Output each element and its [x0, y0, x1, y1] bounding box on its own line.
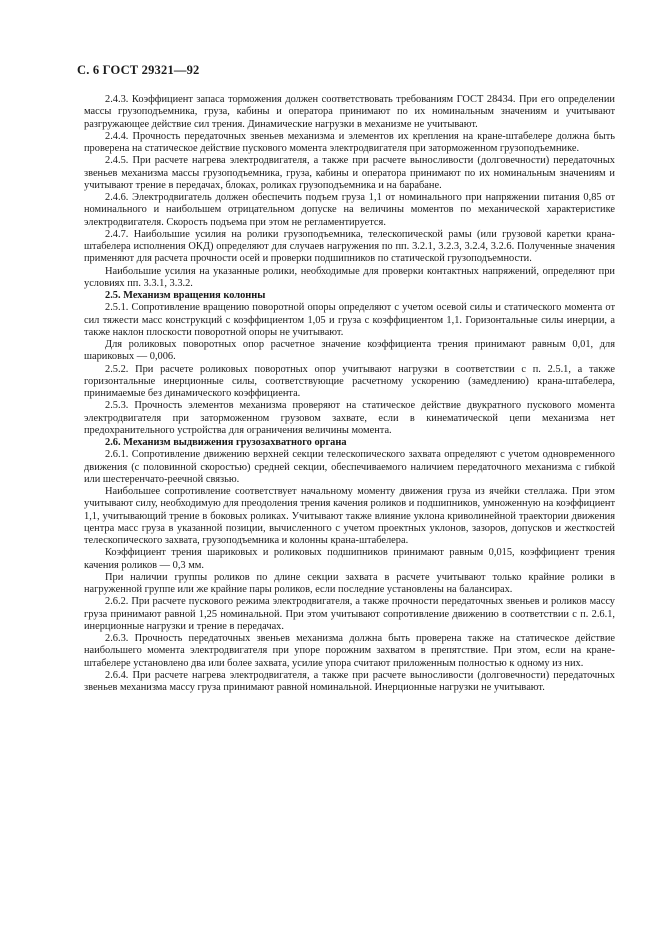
paragraph-2-4-6: 2.4.6. Электродвигатель должен обеспечить подъем груза 1,1 от номинального при напряжении питания 0,85 от номинального и наибольшем отрицательном допуске на величины моментов по механической характеристике электродвигателя. Скорость подъема при этом не регламентируется.: [84, 192, 615, 228]
paragraph-2-6-4: 2.6.4. При расчете нагрева электродвигателя, а также при расчете выносливости (долговечности) передаточных звеньев механизма массу груза принимают равной номинальной. Инерционные нагрузки не учитывают.: [84, 669, 615, 693]
paragraph-2-5-3: 2.5.3. Прочность элементов механизма проверяют на статическое действие двукратного пускового момента электродвигателя при заторможенном грузовом захвате, если в кинематической цепи механизма нет предохранительного устройства для ограничения величины момента.: [84, 400, 615, 436]
paragraph-2-5-1-cont: Для роликовых поворотных опор расчетное значение коэффициента трения принимают равным 0,01, для шариковых — 0,006.: [84, 339, 615, 363]
section-heading-2-6: 2.6. Механизм выдвижения грузозахватного органа: [105, 437, 347, 448]
paragraph-2-6-2: 2.6.2. При расчете пускового режима электродвигателя, а также прочности передаточных звеньев и роликов массу груза принимают равной 1,25 номинальной. При этом учитывают сопротивление движению в соответствии с п. 2.6.1, инерционные нагрузки и трение в передачах.: [84, 596, 615, 632]
paragraph-2-5-2: 2.5.2. При расчете роликовых поворотных опор учитывают нагрузки в соответствии с п. 2.5.1, а также горизонтальные инерционные силы, соответствующие расчетному ускорению (замедлению) крана-штабелера, принимаемые без динамического коэффициента.: [84, 363, 615, 399]
page-header: С. 6 ГОСТ 29321—92: [77, 63, 200, 77]
paragraph-2-6-1: 2.6.1. Сопротивление движению верхней секции телескопического захвата определяют с учетом одновременного движения (с половинной скоростью) средней секции, обеспечиваемого наличием передаточного механизма с гибкой или шестеренчато-реечной связью.: [84, 449, 615, 485]
paragraph-2-4-7-cont: Наибольшие усилия на указанные ролики, необходимые для проверки контактных напряжений, определяют при условиях пп. 3.3.1, 3.3.2.: [84, 265, 615, 289]
paragraph-2-6-1-cont-a: Наибольшее сопротивление соответствует начальному моменту движения груза из ячейки стеллажа. При этом учитывают силу, необходимую для преодоления трения качения роликов и подшипников, умноженную на коэффициент 1,1, учитывающий трение в боковых роликах. Учитывают также влияние уклона криволинейной траектории движения центра масс груза в указанной позиции, вычисленного с учетом проектных уклонов, зазоров, допусков и жесткостей телескопического захвата, грузоподъемника и колонны крана-штабелера.: [84, 486, 615, 546]
paragraph-2-4-5: 2.4.5. При расчете нагрева электродвигателя, а также при расчете выносливости (долговечности) передаточных звеньев механизма массы грузоподъемника, груза, кабины и оператора принимают по их номинальным значениям и учитывают трение в передачах, блоках, роликах грузоподъемника и на барабане.: [84, 155, 615, 191]
paragraph-2-6-1-cont-c: При наличии группы роликов по длине секции захвата в расчете учитывают только крайние ролики в нагруженной группе или же крайние пары роликов, если последние установлены на балансирах.: [84, 571, 615, 595]
paragraph-2-4-4: 2.4.4. Прочность передаточных звеньев механизма и элементов их крепления на кране-штабелере должна быть проверена на статическое действие пускового момента электродвигателя при заторможенном грузоподъемнике.: [84, 130, 615, 154]
section-heading-2-5: 2.5. Механизм вращения колонны: [105, 290, 266, 301]
paragraph-2-6-3: 2.6.3. Прочность передаточных звеньев механизма должна быть проверена также на статическое действие наибольшего момента электродвигателя при упоре порожним захватом в препятствие. При этом, если на кране-штабелере установлено два или более захвата, усилие упора считают приложенным полностью к одному из них.: [84, 633, 615, 669]
paragraph-2-4-7: 2.4.7. Наибольшие усилия на ролики грузоподъемника, телескопической рамы (или грузовой каретки крана-штабелера исполнения ОКД) определяют для случаев нагружения по пп. 3.2.1, 3.2.3, 3.2.4, 3.2.6. Полученные значения применяют для расчета прочности осей и проверки подшипников по статической грузоподъемности.: [84, 228, 615, 265]
paragraph-2-4-3: 2.4.3. Коэффициент запаса торможения должен соответствовать требованиям ГОСТ 28434. При его определении массы грузоподъемника, груза, кабины и оператора принимают по их номинальным значениям и учитывают разгружающее действие сил трения. Динамические нагрузки в механизме не учитывают.: [84, 94, 615, 130]
document-body: [84, 94, 615, 694]
paragraph-2-5-1: 2.5.1. Сопротивление вращению поворотной опоры определяют с учетом осевой силы и статического момента от сил тяжести масс конструкций с коэффициентом 1,05 и груза с коэффициентом 1,1. Горизонтальные силы инерции, а также наклон плоскости поворотной опоры не учитывают.: [84, 302, 615, 338]
paragraph-2-6-1-cont-b: Коэффициент трения шариковых и роликовых подшипников принимают равным 0,015, коэффициент трения качения роликов — 0,3 мм.: [84, 547, 615, 571]
